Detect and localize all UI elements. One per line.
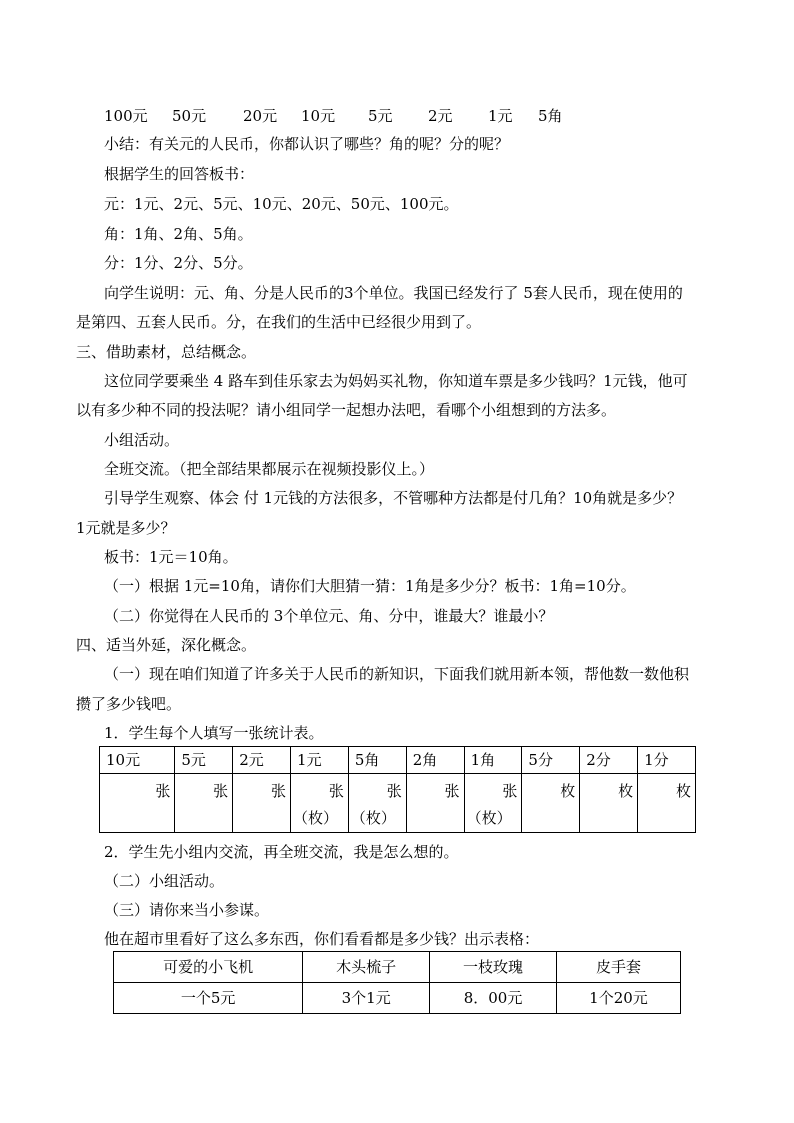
fill-cell: [291, 774, 349, 833]
unit-label: 张: [444, 782, 460, 800]
count-line-1: （一）现在咱们知道了许多关于人民币的新知识，下面我们就用新本领，帮他数一数他积: [104, 665, 690, 683]
header-cell: 5角: [348, 747, 406, 774]
price-cell: 1个20元: [556, 983, 680, 1014]
group-activity-two: （二）小组活动。: [104, 872, 225, 890]
price-cell: 3个1元: [303, 983, 430, 1014]
price-cell: 一个5元: [114, 983, 303, 1014]
fill-cell: [348, 774, 406, 833]
header-cell: 1分: [638, 747, 696, 774]
denomination: 10元: [301, 107, 336, 125]
header-cell: 5分: [522, 747, 580, 774]
unit-label: 张: [213, 782, 229, 800]
count-line-2: 攒了多少钱吧。: [76, 695, 182, 713]
item-cell: 皮手套: [556, 952, 680, 983]
table-row: [100, 774, 696, 833]
alt-unit-label: （枚）: [293, 809, 339, 827]
alt-unit-label: （枚）: [466, 809, 512, 827]
price-cell: 8．00元: [430, 983, 557, 1014]
fill-cell: [175, 774, 233, 833]
guess-line: （一）根据 1元=10角，请你们大胆猜一猜：1角是多少分？板书：1角=10分。: [104, 577, 636, 595]
board-jiao: 角：1角、2角、5角。: [104, 225, 253, 243]
header-cell: 5元: [175, 747, 233, 774]
statistics-table: [99, 746, 696, 833]
unit-label: 张: [328, 782, 344, 800]
alt-unit-label: （枚）: [350, 809, 396, 827]
denomination: 5角: [538, 107, 563, 125]
table-row: [114, 983, 681, 1014]
board-intro: 根据学生的回答板书：: [104, 165, 255, 183]
unit-label: 张: [502, 782, 518, 800]
header-cell: 1角: [464, 747, 522, 774]
unit-label: 枚: [560, 782, 576, 800]
explain-line-1: 向学生说明：元、角、分是人民币的3个单位。我国已经发行了 5套人民币，现在使用的: [104, 284, 683, 302]
denomination: 50元: [172, 107, 207, 125]
fill-cell: [406, 774, 464, 833]
item-cell: 木头梳子: [303, 952, 430, 983]
denomination: 100元: [104, 107, 148, 125]
header-cell: 2元: [233, 747, 291, 774]
section-three-heading: 三、借助素材，总结概念。: [76, 343, 257, 361]
denomination: 5元: [368, 107, 393, 125]
unit-label: 枚: [618, 782, 634, 800]
scenario-line-1: 这位同学要乘坐 4 路车到佳乐家去为妈妈买礼物，你知道车票是多少钱吗？1元钱，他可: [104, 372, 688, 390]
section-four-heading: 四、适当外延，深化概念。: [76, 636, 257, 654]
denomination: 20元: [243, 107, 278, 125]
denomination-list: [104, 106, 563, 126]
group-activity: 小组活动。: [104, 431, 180, 449]
header-cell: 10元: [100, 747, 175, 774]
fill-cell: [464, 774, 522, 833]
guide-line-2: 1元就是多少？: [76, 519, 176, 537]
summary-question: 小结：有关元的人民币，你都认识了哪些？角的呢？分的呢？: [104, 135, 510, 153]
denomination: 2元: [428, 107, 453, 125]
unit-label: 张: [271, 782, 287, 800]
item-cell: 可爱的小飞机: [114, 952, 303, 983]
scenario-line-2: 以有多少种不同的投法呢？请小组同学一起想办法吧，看哪个小组想到的方法多。: [76, 401, 617, 419]
biggest-smallest-line: （二）你觉得在人民币的 3个单位元、角、分中，谁最大？谁最小？: [104, 607, 554, 625]
unit-label: 枚: [675, 782, 691, 800]
step-one: 1．学生每个人填写一张统计表。: [104, 724, 324, 742]
table-header-row: [114, 952, 681, 983]
explain-line-2: 是第四、五套人民币。分，在我们的生活中已经很少用到了。: [76, 313, 482, 331]
item-cell: 一枝玫瑰: [430, 952, 557, 983]
fill-cell: [100, 774, 175, 833]
board-yuan: 元：1元、2元、5元、10元、20元、50元、100元。: [104, 195, 459, 213]
fill-cell: [638, 774, 696, 833]
guide-line-1: 引导学生观察、体会 付 1元钱的方法很多，不管哪种方法都是付几角？10角就是多少？: [104, 489, 683, 507]
header-cell: 1元: [291, 747, 349, 774]
price-table: [113, 951, 681, 1014]
unit-label: 张: [386, 782, 402, 800]
class-exchange: 全班交流。（把全部结果都展示在视频投影仪上。）: [104, 460, 435, 478]
header-cell: 2分: [580, 747, 638, 774]
fill-cell: [522, 774, 580, 833]
fill-cell: [580, 774, 638, 833]
board-yuan-jiao: 板书：1元＝10角。: [104, 548, 238, 566]
advisor-line: （三）请你来当小参谋。: [104, 901, 270, 919]
table-header-row: [100, 747, 696, 774]
fill-cell: [233, 774, 291, 833]
supermarket-line: 他在超市里看好了这么多东西，你们看看都是多少钱？出示表格：: [104, 930, 540, 948]
header-cell: 2角: [406, 747, 464, 774]
denomination: 1元: [488, 107, 513, 125]
board-fen: 分：1分、2分、5分。: [104, 254, 253, 272]
unit-label: 张: [155, 782, 171, 800]
step-two: 2．学生先小组内交流，再全班交流，我是怎么想的。: [104, 843, 459, 861]
